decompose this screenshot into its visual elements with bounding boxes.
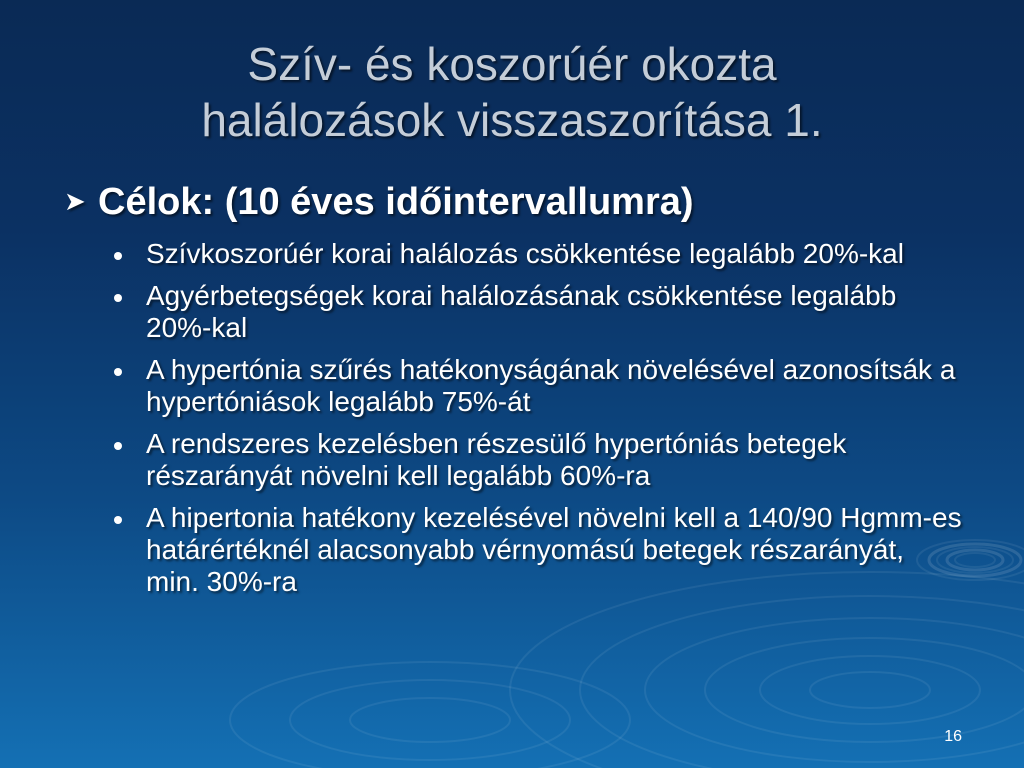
list-item-text: Szívkoszorúér korai halálozás csökkentése legalább 20%-kal: [146, 238, 904, 269]
dot-icon: [114, 516, 122, 524]
list-item-text: A hipertonia hatékony kezelésével növelni kell a 140/90 Hgmm-es határértéknél alacsonyabb vérnyomású betegek részarányát, min. 30%-ra: [146, 502, 962, 597]
arrow-right-icon: ➤: [64, 186, 86, 216]
slide-title-line-2: halálozások visszaszorítása 1.: [201, 94, 823, 146]
list-item: [112, 354, 962, 418]
list-item-text: A rendszeres kezelésben részesülő hypertóniás betegek részarányát növelni kell legalább 60%-ra: [146, 428, 847, 491]
list-item: [112, 280, 962, 344]
dot-icon: [114, 368, 122, 376]
dot-icon: [114, 294, 122, 302]
section-heading: [64, 178, 694, 225]
list-item: [112, 502, 962, 598]
list-item: [112, 238, 962, 270]
section-heading-text: Célok: (10 éves időintervallumra): [98, 181, 694, 223]
list-item-text: A hypertónia szűrés hatékonyságának növelésével azonosítsák a hypertóniások legalább 75%-át: [146, 354, 956, 417]
list-item: [112, 428, 962, 492]
dot-icon: [114, 252, 122, 260]
page-number: 16: [944, 728, 962, 745]
slide-title: [0, 36, 1024, 148]
list-item-text: Agyérbetegségek korai halálozásának csökkentése legalább 20%-kal: [146, 280, 897, 343]
slide-title-line-1: Szív- és koszorúér okozta: [247, 38, 777, 90]
goal-list: [112, 238, 962, 608]
dot-icon: [114, 442, 122, 450]
